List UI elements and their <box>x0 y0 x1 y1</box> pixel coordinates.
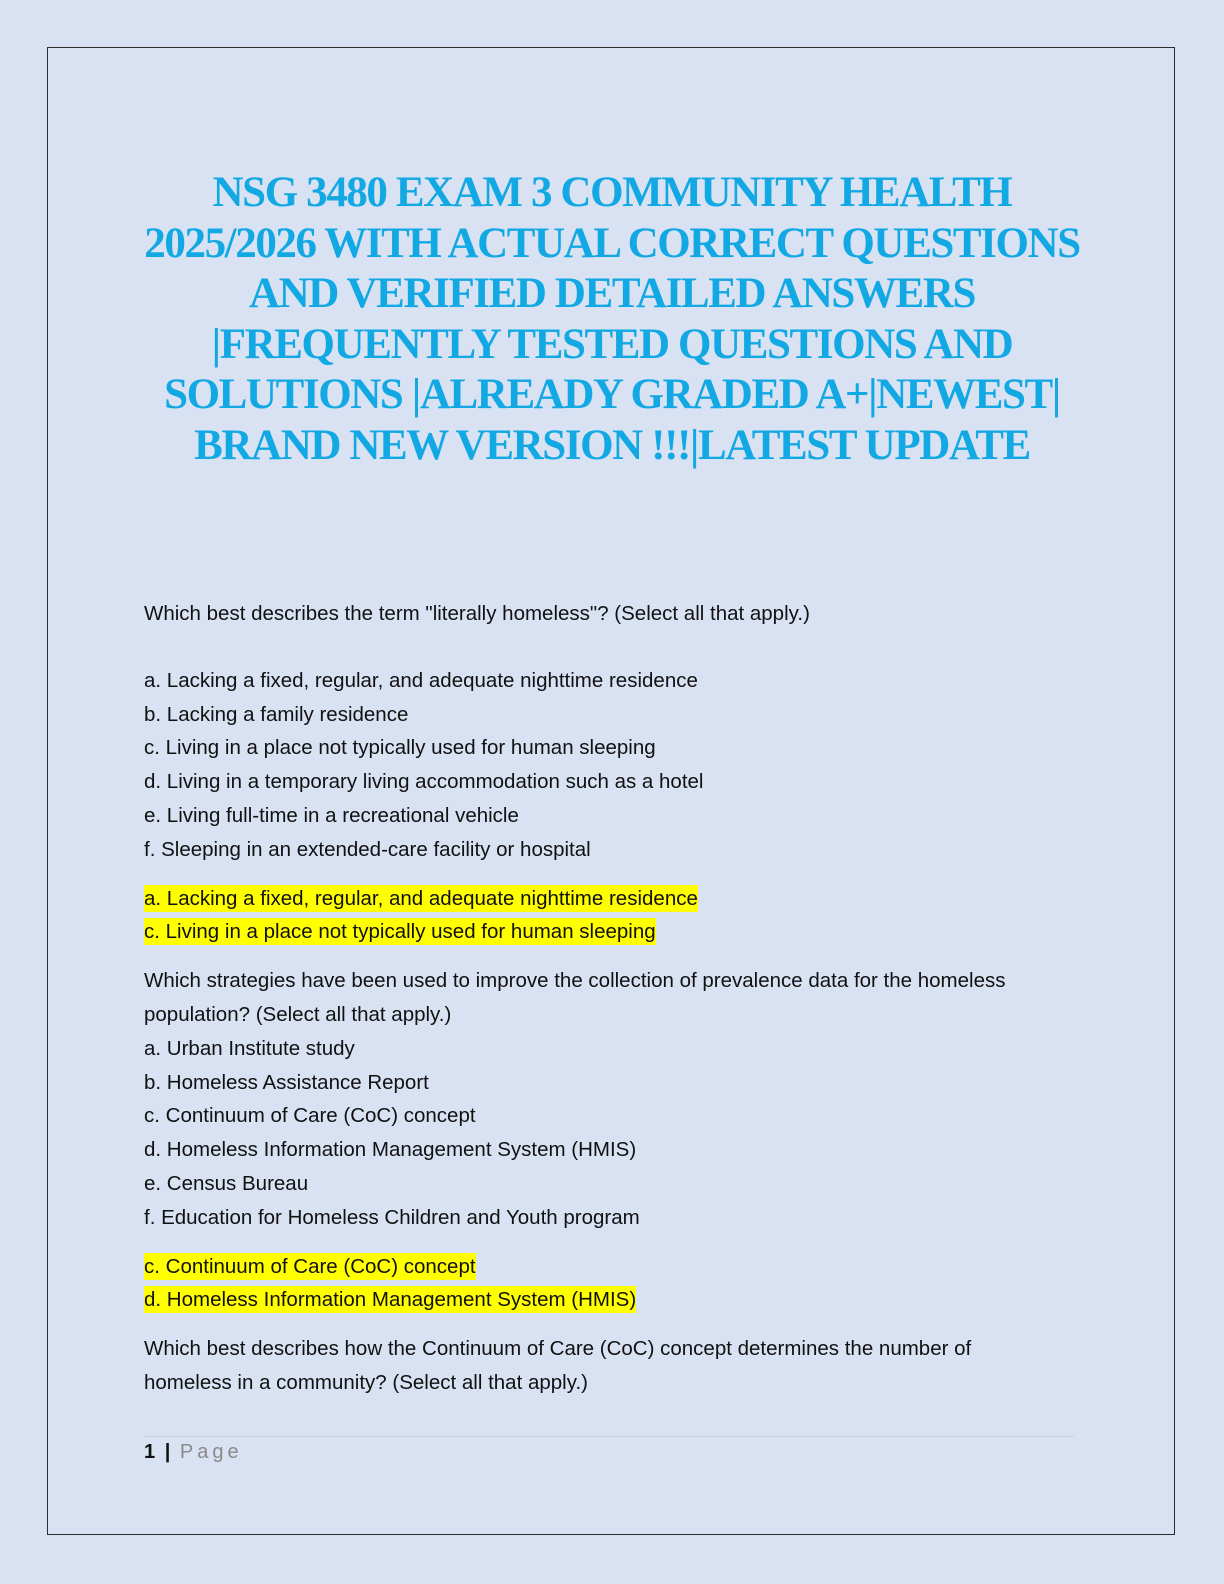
question-stem: Which best describes the term "literally homeless"? (Select all that apply.) <box>144 602 810 625</box>
option-c: c. Continuum of Care (CoC) concept <box>144 1104 476 1128</box>
highlighted-answer: c. Continuum of Care (CoC) concept <box>144 1254 476 1278</box>
option-b: b. Lacking a family residence <box>144 702 409 726</box>
option-d: d. Homeless Information Management System (HMIS) <box>144 1138 637 1162</box>
option-b: b. Homeless Assistance Report <box>144 1070 429 1094</box>
option-e: e. Census Bureau <box>144 1171 309 1195</box>
option-d: d. Living in a temporary living accommodation such as a hotel <box>144 770 704 794</box>
highlighted-answer: d. Homeless Information Management System (HMIS) <box>144 1288 637 1312</box>
question-stem-line-1: Which strategies have been used to improve the collection of prevalence data for the homeless <box>144 969 1006 993</box>
option-f: f. Sleeping in an extended-care facility or hospital <box>144 837 591 861</box>
question-stem-line-2: homeless in a community? (Select all that apply.) <box>144 1370 588 1394</box>
question-stem-line-2: population? (Select all that apply.) <box>144 1002 452 1026</box>
option-e: e. Living full-time in a recreational vehicle <box>144 803 519 827</box>
document-body <box>144 597 1084 1400</box>
question-2 <box>144 964 1084 1332</box>
page-footer <box>144 1436 1074 1464</box>
highlighted-answer: c. Living in a place not typically used for human sleeping <box>144 920 656 944</box>
question-3 <box>144 1332 1084 1400</box>
option-f: f. Education for Homeless Children and Youth program <box>144 1205 640 1229</box>
page-separator: | <box>164 1441 171 1463</box>
question-stem-line-1: Which best describes how the Continuum of Care (CoC) concept determines the number of <box>144 1337 972 1361</box>
question-1 <box>144 597 1084 964</box>
option-c: c. Living in a place not typically used for human sleeping <box>144 736 656 760</box>
page-label: Page <box>179 1441 243 1463</box>
page-number: 1 <box>144 1441 156 1463</box>
highlighted-answer: a. Lacking a fixed, regular, and adequate nighttime residence <box>144 886 698 910</box>
option-a: a. Lacking a fixed, regular, and adequate nighttime residence <box>144 668 698 692</box>
option-a: a. Urban Institute study <box>144 1036 355 1060</box>
document-title: NSG 3480 EXAM 3 COMMUNITY HEALTH 2025/2026 WITH ACTUAL CORRECT QUESTIONS AND VERIFIED DETAILED ANSWERS |FREQUENTLY TESTED QUESTIONS AND SOLUTIONS |ALREADY GRADED A+|NEWEST| BRAND NEW VERSION !!!|LATEST UPDATE <box>144 169 1080 469</box>
